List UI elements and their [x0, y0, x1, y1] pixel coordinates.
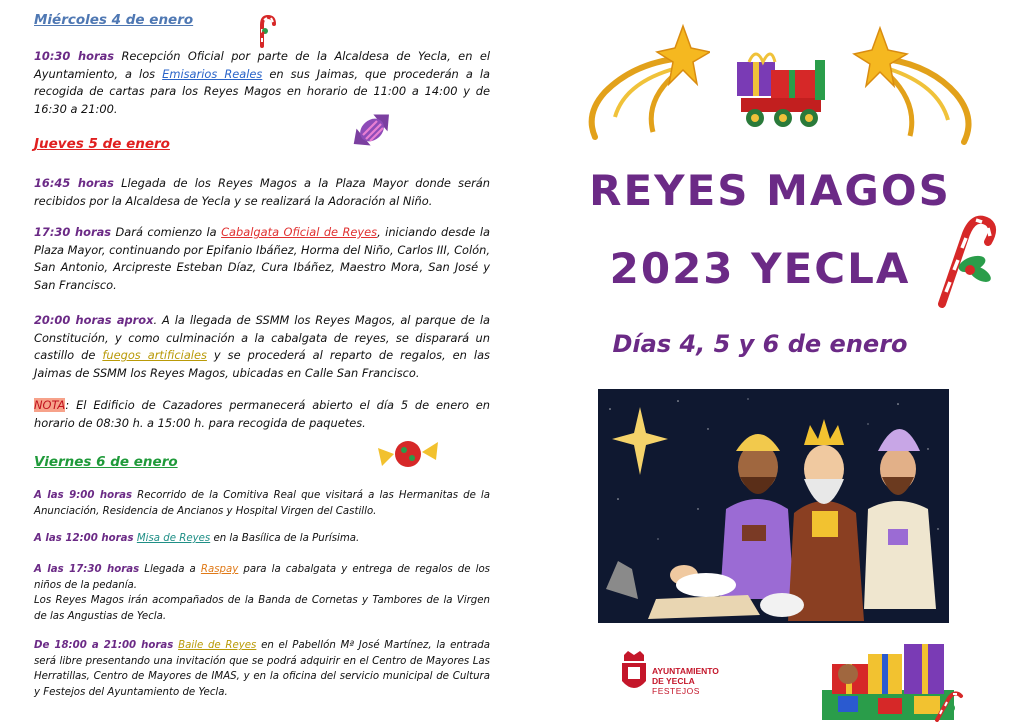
- logo-line2: DE YECLA: [652, 676, 695, 686]
- logo-line1: AYUNTAMIENTO: [652, 666, 719, 676]
- event-time: A las 12:00 horas: [34, 533, 134, 544]
- event-text: en la Basílica de la Purísima.: [210, 533, 360, 544]
- raspay-link[interactable]: Raspay: [200, 564, 239, 575]
- cover-title-line2: 2023 YECLA: [609, 244, 911, 293]
- event-text: . A la llegada de SSMM los Reyes Magos, al parque de la Constitución, y como culminación a la cabalgata de reyes, se disparará un castillo de: [34, 313, 490, 362]
- event-text: Llegada de los Reyes Magos a la Plaza Mayor donde serán recibidos por la Alcaldesa de Yecla y se realizará la Adoración al Niño.: [34, 176, 490, 208]
- gift-train-icon: [731, 40, 831, 139]
- day-heading-friday: Viernes 6 de enero: [34, 454, 178, 470]
- candy-cane-icon: [931, 688, 965, 726]
- event-comitiva-real: [34, 488, 490, 519]
- event-baile: [34, 638, 490, 700]
- event-text: y se procederá al reparto de regalos, en las Jaimas de SSMM los Reyes Magos, ubicadas en Calle San Francisco.: [34, 348, 490, 380]
- logo-line3: FESTEJOS: [652, 686, 700, 696]
- note-text: : El Edificio de Cazadores permanecerá abierto el día 5 de enero en horario de 08:30 h. a 15:00 h. para recogida de paquetes.: [34, 398, 490, 430]
- note-edificio-cazadores: [34, 397, 490, 432]
- event-text: , iniciando desde la Plaza Mayor, continuando por Epifanio Ibáñez, Horma del Niño, Carlos III, Colón, San Antonio, Arcipreste Esteban Díaz, Cura Ibáñez, Maestro Mora, San José y San Francisco.: [34, 225, 490, 292]
- event-time: De 18:00 a 21:00 horas: [34, 640, 174, 651]
- event-time: A las 9:00 horas: [34, 490, 133, 501]
- day-heading-wednesday: Miércoles 4 de enero: [34, 12, 194, 28]
- event-text: en el Pabellón Mª José Martínez, la entrada será libre presentando una invitación que se podrá adquirir en el Centro de Mayores Las Herratillas, Centro de Mayores de IMAS, y en la oficina del servicio municipal de Cultura y Festejos del Ayuntamiento de Yecla.: [34, 640, 490, 698]
- event-text: en sus Jaimas, que procederán a la recogida de cartas para los Reyes Magos en horario de 11:00 a 14:00 y de 16:30 a 21:00.: [34, 66, 490, 116]
- event-time: 17:30 horas: [34, 225, 112, 239]
- event-text: Los Reyes Magos irán acompañados de la Banda de Cornetas y Tambores de la Virgen de las Angustias de Yecla.: [34, 595, 490, 622]
- event-time: 10:30 horas: [34, 49, 115, 63]
- event-text: Recepción Oficial por parte de la Alcaldesa de Yecla, en el Ayuntamiento, a los: [34, 49, 490, 81]
- misa-de-reyes-link[interactable]: Misa de Reyes: [136, 533, 211, 544]
- event-time: A las 17:30 horas: [34, 564, 140, 575]
- wrapped-candy-icon: [343, 101, 401, 163]
- event-time: 20:00 horas aprox: [34, 313, 154, 327]
- ayuntamiento-logo-icon: [620, 651, 648, 699]
- event-time: 16:45 horas: [34, 176, 114, 190]
- shooting-star-icon: [852, 24, 997, 158]
- note-label: NOTA: [34, 398, 66, 412]
- event-text: Dará comienzo la: [111, 225, 222, 239]
- event-misa: [34, 531, 490, 547]
- cover-dates: Días 4, 5 y 6 de enero: [612, 330, 908, 358]
- candy-cane-icon: [254, 14, 280, 52]
- event-raspay: [34, 562, 490, 624]
- emisarios-reales-link[interactable]: Emisarios Reales: [162, 66, 263, 81]
- candy-icon: [374, 430, 442, 482]
- event-text: para la cabalgata y entrega de regalos de los niños de la pedanía.: [34, 564, 490, 591]
- cabalgata-link[interactable]: Cabalgata Oficial de Reyes: [221, 225, 378, 239]
- event-cabalgata: [34, 224, 490, 294]
- event-llegada-plaza: [34, 175, 490, 210]
- fuegos-artificiales-link[interactable]: fuegos artificiales: [102, 348, 207, 362]
- shooting-star-icon: [565, 22, 710, 156]
- event-text: Llegada a: [139, 564, 201, 575]
- event-text: Recorrido de la Comitiva Real que visitará a las Hermanitas de la Anunciación, Residencia de Ancianos y Hospital Virgen del Castillo.: [34, 490, 490, 517]
- logo-text: [652, 666, 719, 696]
- nativity-illustration: [598, 389, 949, 627]
- event-fuegos: [34, 312, 490, 382]
- day-heading-thursday: Jueves 5 de enero: [34, 136, 170, 152]
- candy-cane-icon: [928, 208, 998, 314]
- baile-de-reyes-link[interactable]: Baile de Reyes: [178, 640, 257, 651]
- cover-title-line1: REYES MAGOS: [589, 166, 951, 215]
- event-recepcion-oficial: [34, 48, 490, 118]
